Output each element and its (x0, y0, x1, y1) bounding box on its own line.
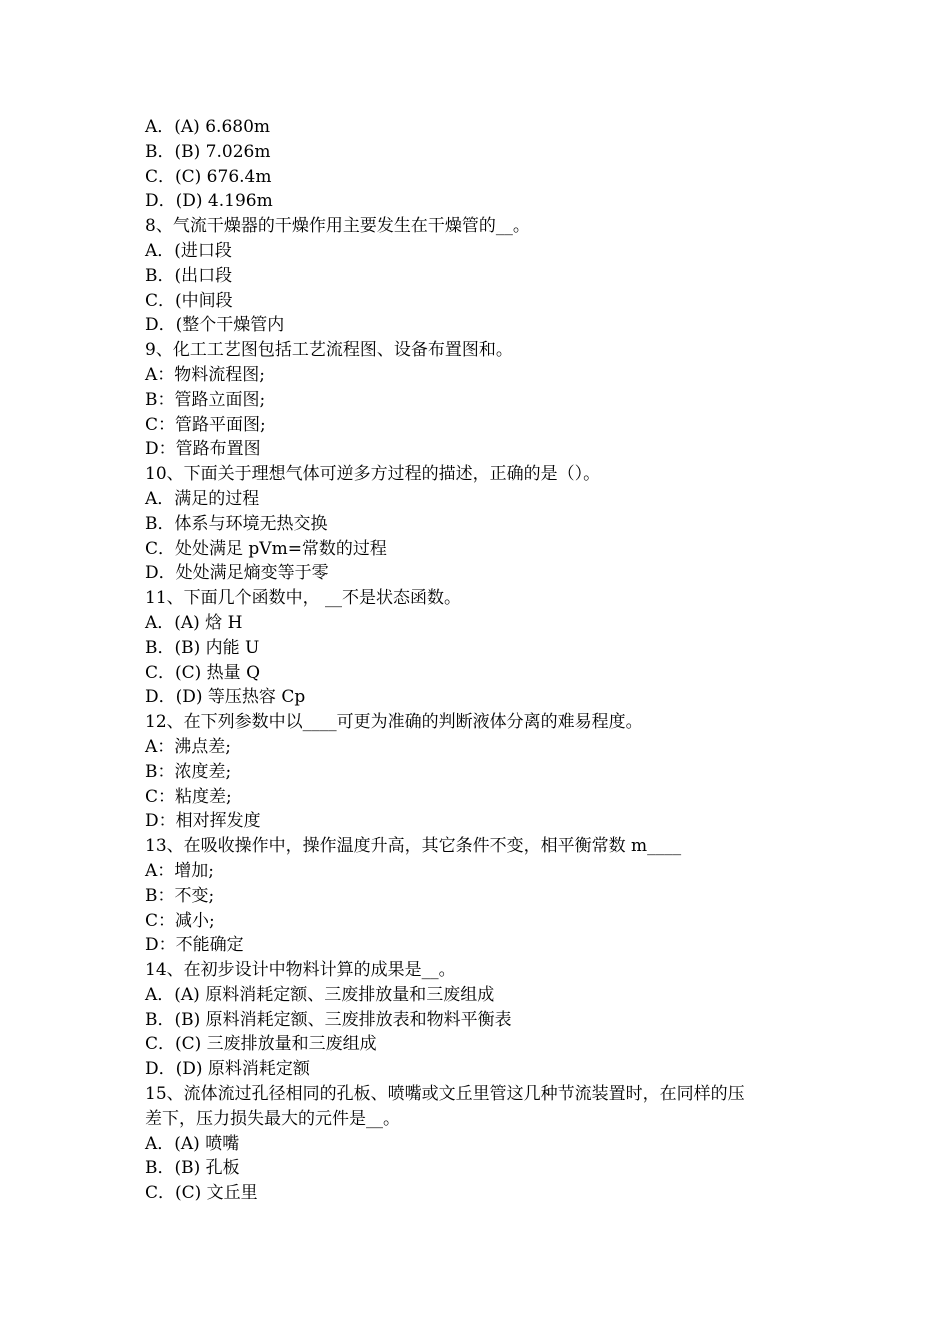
option-14d: D．(D) 原料消耗定额 (145, 1059, 310, 1080)
option-10b: B．体系与环境无热交换 (145, 513, 328, 534)
option-14c: C．(C) 三废排放量和三废组成 (145, 1034, 377, 1055)
question-13: 13、在吸收操作中，操作温度升高，其它条件不变，相平衡常数 m____ (145, 836, 682, 857)
question-8: 8、气流干燥器的干燥作用主要发生在干燥管的__。 (145, 216, 530, 237)
option-13b: B：不变; (145, 885, 215, 906)
option-11a: A．(A) 焓 H (145, 612, 243, 633)
option-13c: C：减小; (145, 910, 215, 931)
question-12: 12、在下列参数中以____可更为准确的判断液体分离的难易程度。 (145, 712, 643, 733)
option-7a: A．(A) 6.680m (145, 117, 271, 137)
option-9b: B：管路立面图; (145, 389, 266, 410)
option-8b: B．(出口段 (145, 265, 233, 286)
option-9a: A：物料流程图; (145, 364, 266, 385)
option-12c: C：粘度差; (145, 786, 232, 807)
option-9c: C：管路平面图; (145, 414, 266, 435)
option-7d: D．(D) 4.196m (145, 191, 273, 212)
option-8a: A．(进口段 (145, 240, 232, 261)
option-11d: D．(D) 等压热容 Cp (145, 687, 306, 708)
question-11: 11、下面几个函数中， __不是状态函数。 (145, 588, 462, 609)
option-14b: B．(B) 原料消耗定额、三废排放表和物料平衡表 (145, 1009, 512, 1030)
option-9d: D：管路布置图 (145, 439, 261, 460)
option-11c: C．(C) 热量 Q (145, 662, 261, 683)
option-13a: A：增加; (145, 860, 215, 881)
option-12d: D：相对挥发度 (145, 811, 261, 832)
document-body (145, 115, 815, 1206)
question-10: 10、下面关于理想气体可逆多方过程的描述，正确的是（）。 (145, 464, 601, 485)
option-10d: D．处处满足熵变等于零 (145, 563, 329, 584)
option-11b: B．(B) 内能 U (145, 637, 260, 658)
option-8c: C．(中间段 (145, 290, 233, 311)
option-15a: A．(A) 喷嘴 (145, 1133, 240, 1154)
option-12b: B：浓度差; (145, 761, 232, 782)
option-10a: A．满足的过程 (145, 488, 260, 509)
question-14: 14、在初步设计中物料计算的成果是__。 (145, 960, 456, 981)
option-14a: A．(A) 原料消耗定额、三废排放量和三废组成 (145, 984, 495, 1005)
option-7b: B．(B) 7.026m (145, 141, 271, 162)
option-10c: C．处处满足 pVm=常数的过程 (145, 538, 387, 559)
option-15b: B．(B) 孔板 (145, 1158, 240, 1179)
option-12a: A：沸点差; (145, 736, 232, 757)
option-8d: D．(整个干燥管内 (145, 315, 285, 336)
question-9: 9、化工工艺图包括工艺流程图、设备布置图和。 (145, 340, 513, 361)
option-15c: C．(C) 文丘里 (145, 1183, 258, 1204)
option-7c: C．(C) 676.4m (145, 166, 272, 187)
question-15-line1: 15、流体流过孔径相同的孔板、喷嘴或文丘里管这几种节流装置时，在同样的压 (145, 1084, 745, 1105)
question-15-line2: 差下，压力损失最大的元件是__。 (145, 1108, 400, 1129)
option-13d: D：不能确定 (145, 935, 244, 956)
